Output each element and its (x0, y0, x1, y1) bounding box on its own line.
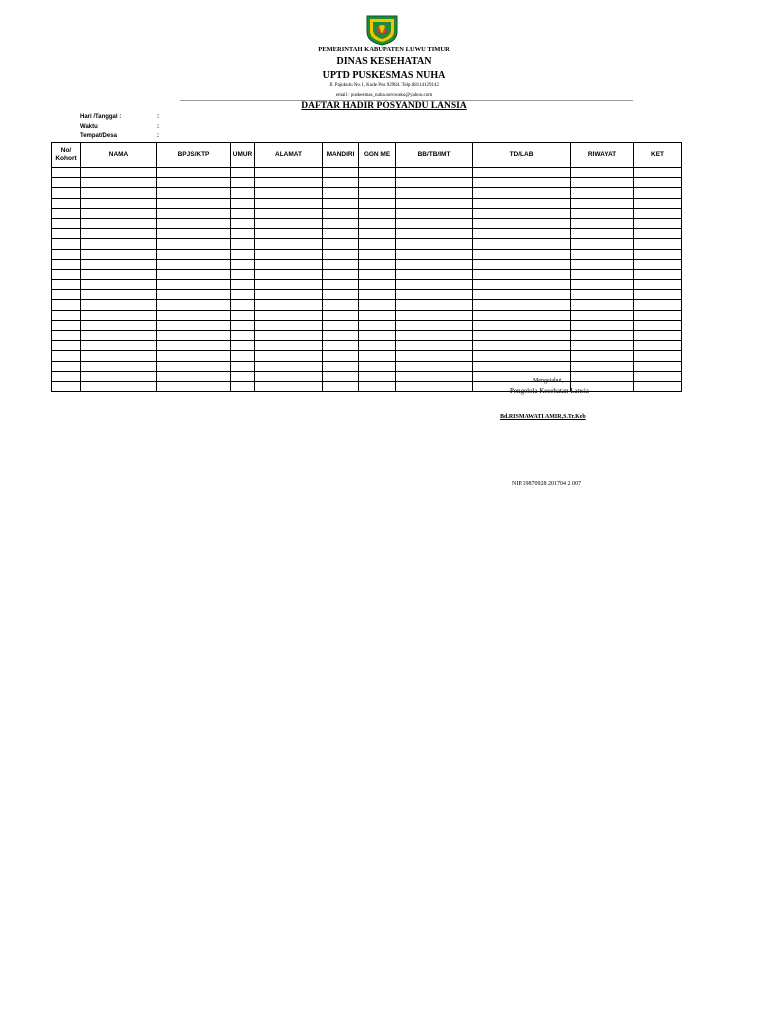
table-cell (52, 300, 81, 310)
table-cell (359, 178, 396, 188)
table-cell (396, 198, 473, 208)
table-cell (396, 178, 473, 188)
table-cell (255, 381, 323, 391)
table-cell (473, 259, 571, 269)
table-cell (231, 381, 255, 391)
table-cell (157, 249, 231, 259)
table-cell (81, 249, 157, 259)
table-cell (359, 198, 396, 208)
table-cell (157, 320, 231, 330)
table-cell (52, 269, 81, 279)
table-cell (323, 381, 359, 391)
email: email : puskesmas_nuha.sorowako@yahoo.com (335, 93, 433, 98)
table-cell (81, 280, 157, 290)
table-cell (396, 229, 473, 239)
table-cell (473, 218, 571, 228)
table-cell (634, 341, 682, 351)
table-row (52, 249, 682, 259)
table-cell (323, 331, 359, 341)
table-cell (81, 259, 157, 269)
table-cell (359, 218, 396, 228)
table-cell (359, 269, 396, 279)
table-cell (571, 290, 634, 300)
table-cell (81, 320, 157, 330)
table-cell (231, 320, 255, 330)
table-cell (157, 351, 231, 361)
table-cell (634, 249, 682, 259)
table-cell (52, 229, 81, 239)
table-cell (473, 249, 571, 259)
table-cell (231, 229, 255, 239)
table-cell (231, 280, 255, 290)
table-cell (255, 198, 323, 208)
table-cell (571, 300, 634, 310)
table-cell (323, 229, 359, 239)
table-cell (323, 218, 359, 228)
table-cell (231, 341, 255, 351)
table-cell (634, 269, 682, 279)
table-row (52, 178, 682, 188)
table-cell (473, 320, 571, 330)
table-cell (634, 198, 682, 208)
col-header-umur: UMUR (231, 143, 255, 168)
table-cell (323, 320, 359, 330)
table-cell (571, 331, 634, 341)
table-header-row (52, 143, 682, 168)
table-cell (634, 361, 682, 371)
table-cell (157, 300, 231, 310)
table-cell (396, 280, 473, 290)
table-cell (323, 168, 359, 178)
table-cell (396, 208, 473, 218)
table-cell (255, 371, 323, 381)
table-cell (396, 290, 473, 300)
table-cell (359, 229, 396, 239)
table-cell (473, 188, 571, 198)
table-cell (359, 341, 396, 351)
attendance-table (51, 142, 682, 392)
table-row (52, 229, 682, 239)
table-cell (473, 331, 571, 341)
table-cell (473, 208, 571, 218)
table-cell (52, 290, 81, 300)
table-cell (634, 320, 682, 330)
table-cell (359, 361, 396, 371)
col-header-ket: KET (634, 143, 682, 168)
signer-role: Pengelola Kesehatan Lansia (510, 387, 589, 395)
table-cell (231, 208, 255, 218)
table-cell (323, 239, 359, 249)
table-row (52, 351, 682, 361)
table-cell (571, 310, 634, 320)
table-cell (81, 300, 157, 310)
table-cell (52, 239, 81, 249)
table-cell (157, 178, 231, 188)
table-cell (571, 208, 634, 218)
table-cell (634, 239, 682, 249)
table-cell (255, 188, 323, 198)
table-cell (231, 310, 255, 320)
table-cell (231, 259, 255, 269)
table-cell (571, 198, 634, 208)
table-cell (323, 310, 359, 320)
table-cell (571, 188, 634, 198)
table-cell (359, 208, 396, 218)
table-row (52, 198, 682, 208)
table-row (52, 208, 682, 218)
table-cell (634, 208, 682, 218)
table-cell (231, 371, 255, 381)
table-cell (396, 381, 473, 391)
table-cell (396, 249, 473, 259)
table-cell (231, 178, 255, 188)
table-cell (634, 371, 682, 381)
table-cell (81, 229, 157, 239)
table-cell (255, 341, 323, 351)
table-cell (231, 198, 255, 208)
col-header-bb-tb-imt: BB/TB/IMT (396, 143, 473, 168)
table-cell (359, 290, 396, 300)
table-cell (157, 310, 231, 320)
government-name: PEMERINTAH KABUPATEN LUWU TIMUR (318, 46, 450, 53)
table-cell (473, 269, 571, 279)
table-cell (396, 351, 473, 361)
table-cell (396, 269, 473, 279)
table-cell (52, 341, 81, 351)
table-cell (473, 239, 571, 249)
meta-place-label: Tempat/Desa (80, 133, 117, 139)
table-cell (231, 361, 255, 371)
table-cell (323, 198, 359, 208)
table-row (52, 168, 682, 178)
table-cell (157, 188, 231, 198)
table-cell (81, 381, 157, 391)
table-cell (323, 188, 359, 198)
table-cell (359, 300, 396, 310)
table-cell (359, 259, 396, 269)
table-cell (52, 280, 81, 290)
table-cell (359, 249, 396, 259)
table-row (52, 371, 682, 381)
table-cell (157, 341, 231, 351)
table-cell (81, 371, 157, 381)
table-cell (473, 168, 571, 178)
table-cell (571, 269, 634, 279)
meta-date-colon: : (157, 114, 159, 120)
table-cell (571, 229, 634, 239)
table-cell (634, 331, 682, 341)
table-cell (81, 188, 157, 198)
acknowledged-label: Mengetahui, (533, 378, 564, 384)
table-cell (396, 371, 473, 381)
table-cell (473, 361, 571, 371)
table-cell (323, 300, 359, 310)
table-cell (634, 259, 682, 269)
table-cell (634, 381, 682, 391)
meta-time-colon: : (157, 124, 159, 130)
table-cell (634, 300, 682, 310)
table-cell (473, 229, 571, 239)
table-cell (157, 218, 231, 228)
table-row (52, 331, 682, 341)
table-cell (255, 280, 323, 290)
table-cell (81, 310, 157, 320)
table-cell (157, 198, 231, 208)
table-cell (571, 280, 634, 290)
table-row (52, 300, 682, 310)
meta-date-label: Hari /Tanggal : (80, 114, 122, 120)
table-cell (157, 280, 231, 290)
signer-name: Bd.RISMAWATI AMIR,S.Tr.Keb (500, 414, 586, 420)
table-cell (571, 178, 634, 188)
table-cell (396, 320, 473, 330)
table-row (52, 361, 682, 371)
table-cell (323, 178, 359, 188)
table-cell (571, 371, 634, 381)
table-cell (359, 371, 396, 381)
table-cell (231, 249, 255, 259)
table-cell (396, 300, 473, 310)
table-cell (359, 310, 396, 320)
table-cell (359, 320, 396, 330)
table-cell (396, 218, 473, 228)
table-cell (323, 371, 359, 381)
col-header-mandiri: MANDIRI (323, 143, 359, 168)
table-cell (157, 239, 231, 249)
table-cell (231, 168, 255, 178)
meta-place-colon: : (157, 133, 159, 139)
table-cell (473, 341, 571, 351)
table-cell (255, 300, 323, 310)
table-cell (231, 351, 255, 361)
table-cell (473, 290, 571, 300)
table-cell (359, 168, 396, 178)
table-cell (231, 239, 255, 249)
table-cell (255, 239, 323, 249)
table-row (52, 290, 682, 300)
table-cell (359, 188, 396, 198)
table-cell (231, 290, 255, 300)
table-cell (323, 290, 359, 300)
table-cell (473, 351, 571, 361)
table-cell (52, 178, 81, 188)
table-cell (634, 178, 682, 188)
table-cell (231, 300, 255, 310)
table-row (52, 280, 682, 290)
table-cell (323, 208, 359, 218)
table-cell (255, 331, 323, 341)
table-cell (255, 290, 323, 300)
table-cell (157, 290, 231, 300)
table-cell (571, 218, 634, 228)
table-row (52, 239, 682, 249)
table-cell (81, 269, 157, 279)
table-cell (396, 310, 473, 320)
table-cell (634, 310, 682, 320)
col-header-td-lab: TD/LAB (473, 143, 571, 168)
table-cell (231, 331, 255, 341)
table-cell (473, 280, 571, 290)
table-cell (52, 218, 81, 228)
table-cell (634, 290, 682, 300)
table-cell (396, 361, 473, 371)
table-cell (571, 239, 634, 249)
table-cell (571, 351, 634, 361)
signer-nip: NIP.19870928 201704 2 007 (512, 481, 582, 487)
table-cell (52, 249, 81, 259)
address: Jl. Pajukulu No.1, Kode Pos 92984. Telp.08114129142 (328, 83, 440, 88)
table-cell (255, 178, 323, 188)
table-cell (255, 208, 323, 218)
table-row (52, 218, 682, 228)
table-cell (323, 269, 359, 279)
table-cell (81, 168, 157, 178)
table-cell (255, 229, 323, 239)
table-cell (81, 361, 157, 371)
table-cell (396, 188, 473, 198)
table-cell (634, 218, 682, 228)
table-cell (81, 198, 157, 208)
table-cell (157, 381, 231, 391)
table-row (52, 320, 682, 330)
table-cell (52, 331, 81, 341)
table-cell (473, 310, 571, 320)
table-row (52, 341, 682, 351)
table-cell (81, 218, 157, 228)
table-cell (473, 178, 571, 188)
table-cell (52, 198, 81, 208)
table-cell (396, 331, 473, 341)
table-cell (396, 239, 473, 249)
table-cell (473, 300, 571, 310)
table-cell (255, 249, 323, 259)
table-cell (157, 259, 231, 269)
table-cell (634, 168, 682, 178)
table-cell (231, 218, 255, 228)
table-row (52, 188, 682, 198)
table-cell (396, 168, 473, 178)
table-cell (52, 208, 81, 218)
table-cell (52, 310, 81, 320)
table-cell (52, 320, 81, 330)
table-cell (157, 168, 231, 178)
col-header-ggn-me: GGN ME (359, 143, 396, 168)
table-cell (396, 341, 473, 351)
table-cell (52, 168, 81, 178)
meta-time-label: Waktu (80, 124, 98, 130)
table-row (52, 269, 682, 279)
table-cell (157, 208, 231, 218)
col-header-alamat: ALAMAT (255, 143, 323, 168)
table-cell (255, 259, 323, 269)
table-cell (157, 269, 231, 279)
table-cell (231, 269, 255, 279)
table-cell (323, 351, 359, 361)
table-cell (157, 331, 231, 341)
table-cell (359, 351, 396, 361)
table-cell (571, 320, 634, 330)
table-cell (323, 361, 359, 371)
table-cell (255, 361, 323, 371)
table-cell (323, 280, 359, 290)
table-cell (255, 351, 323, 361)
table-cell (323, 341, 359, 351)
table-cell (52, 188, 81, 198)
table-cell (323, 259, 359, 269)
table-row (52, 310, 682, 320)
table-cell (255, 320, 323, 330)
table-cell (571, 259, 634, 269)
table-cell (52, 361, 81, 371)
table-cell (255, 218, 323, 228)
table-cell (157, 361, 231, 371)
table-row (52, 259, 682, 269)
col-header-riwayat: RIWAYAT (571, 143, 634, 168)
table-cell (52, 351, 81, 361)
table-cell (359, 239, 396, 249)
table-cell (81, 239, 157, 249)
col-header-bpjs-ktp: BPJS/KTP (157, 143, 231, 168)
table-cell (571, 168, 634, 178)
table-cell (81, 208, 157, 218)
table-cell (81, 290, 157, 300)
table-cell (634, 188, 682, 198)
table-cell (81, 341, 157, 351)
table-cell (157, 371, 231, 381)
table-cell (81, 331, 157, 341)
table-cell (473, 198, 571, 208)
table-cell (396, 259, 473, 269)
unit-name: UPTD PUSKESMAS NUHA (322, 70, 446, 81)
table-cell (255, 310, 323, 320)
col-header-nama: NAMA (81, 143, 157, 168)
table-cell (255, 168, 323, 178)
table-cell (634, 229, 682, 239)
table-cell (81, 351, 157, 361)
table-cell (634, 280, 682, 290)
district-emblem-icon (364, 14, 400, 46)
table-cell (323, 249, 359, 259)
table-cell (81, 178, 157, 188)
table-cell (571, 361, 634, 371)
table-cell (359, 280, 396, 290)
table-cell (157, 229, 231, 239)
table-cell (231, 188, 255, 198)
table-cell (52, 381, 81, 391)
table-cell (52, 259, 81, 269)
document-title: DAFTAR HADIR POSYANDU LANSIA (301, 101, 467, 111)
table-cell (634, 351, 682, 361)
table-cell (571, 341, 634, 351)
table-cell (571, 249, 634, 259)
table-cell (359, 331, 396, 341)
table-cell (255, 269, 323, 279)
col-header-no-kohort: No/ Kohort (52, 143, 81, 168)
department-name: DINAS KESEHATAN (336, 56, 432, 67)
table-cell (359, 381, 396, 391)
table-cell (52, 371, 81, 381)
